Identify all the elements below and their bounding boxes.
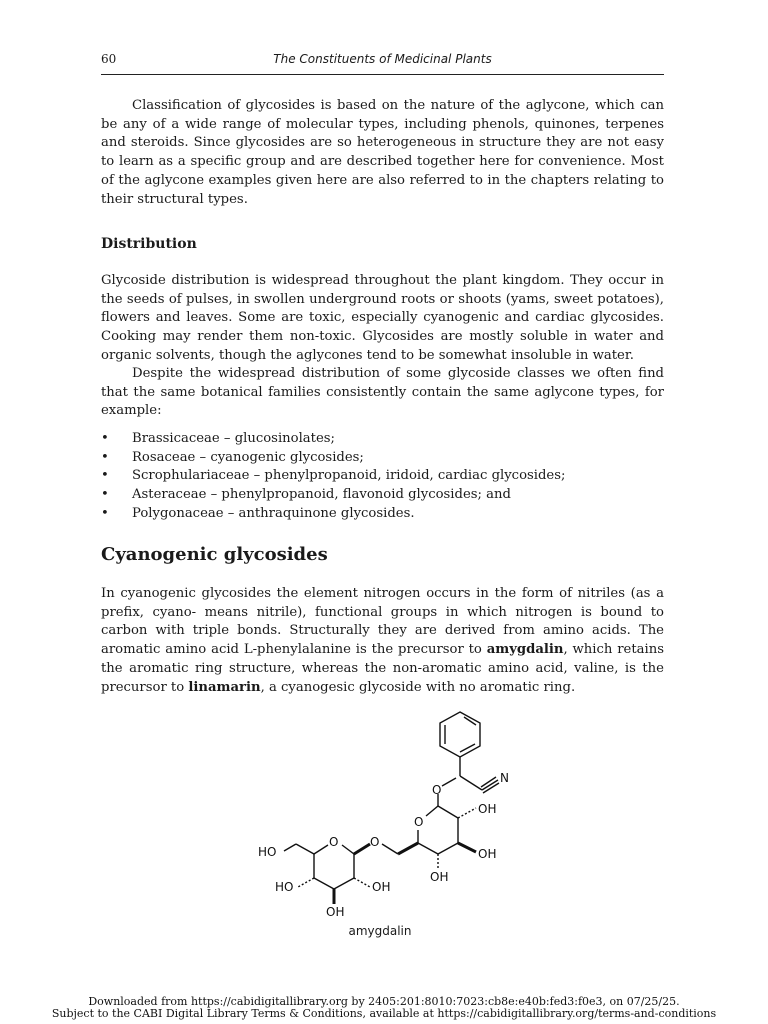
bond-hashed xyxy=(354,878,370,887)
bullet-icon: • xyxy=(101,449,109,465)
bond xyxy=(296,844,314,854)
cyanogenic-text-1: In cyanogenic glycosides the element nitrogen occurs in the form of nitriles (as a prefix, cyano- means nitrile), functional groups in which nitrogen is bound to carbon with triple bonds. Structurally they are derived from amino acids. The aromatic amino acid L-phenylalanine is the precursor to xyxy=(101,586,664,658)
ring-bond xyxy=(426,806,438,816)
atom-label-o: O xyxy=(432,783,442,797)
ring-bond xyxy=(342,845,354,854)
atom-label-oh: OH xyxy=(372,880,391,894)
bond xyxy=(442,778,456,786)
bond xyxy=(284,844,296,851)
atom-label-o: O xyxy=(329,835,339,849)
term-amygdalin: amygdalin xyxy=(486,642,564,658)
ring-bond xyxy=(418,843,438,854)
distribution-paragraph-2: Despite the widespread distribution of some glycoside classes we often find that the same botanical families consistently contain the same aglycone types, for example: xyxy=(101,366,664,419)
page-footer xyxy=(0,996,768,1020)
atom-label-oh: OH xyxy=(478,802,497,816)
bond xyxy=(460,776,482,790)
bond-hashed xyxy=(298,878,314,887)
list-item-text: Rosaceae – cyanogenic glycosides; xyxy=(132,449,364,465)
bond xyxy=(382,844,398,854)
cyanogenic-text-2: , which retains the aromatic ring structure, whereas the non-aromatic amino acid, valine, is the precursor to xyxy=(101,642,664,695)
structure-bonds xyxy=(284,712,499,904)
list-item xyxy=(101,505,664,524)
intro-paragraph: Classification of glycosides is based on the nature of the aglycone, which can be any of a wide range of molecular types, including phenols, quinones, terpenes and steroids. Since glycosides are so heterogeneous in structure they are not easy to learn as a specific group and are described together here for convenience. Most of the aglycone examples given here are also referred to in the chapters relating to their structural types. xyxy=(101,98,664,207)
list-item-text: Brassicaceae – glucosinolates; xyxy=(132,431,335,446)
section-heading-cyanogenic: Cyanogenic glycosides xyxy=(101,544,328,565)
ring-bond xyxy=(438,806,458,818)
ring-bond xyxy=(314,845,328,854)
figure-caption: amygdalin xyxy=(348,924,412,938)
section-heading-distribution: Distribution xyxy=(101,236,197,252)
atom-label-o: O xyxy=(370,835,380,849)
footer-terms-line: Subject to the CABI Digital Library Terms & Conditions, available at https://cabidigitallibrary.org/terms-and-conditions xyxy=(51,1007,717,1020)
atom-label-oh: OH xyxy=(326,905,345,919)
family-list xyxy=(101,430,664,524)
bullet-icon: • xyxy=(101,487,109,503)
bullet-icon: • xyxy=(101,505,109,521)
bullet-icon: • xyxy=(101,468,109,484)
ring-bond xyxy=(438,843,458,854)
page-header xyxy=(101,52,664,75)
bond-hashed xyxy=(458,808,476,818)
benzene-ring xyxy=(440,712,480,757)
cyanogenic-paragraph xyxy=(101,585,664,697)
page-number: 60 xyxy=(101,52,117,66)
ring-bond xyxy=(314,878,334,889)
amygdalin-structure xyxy=(250,708,530,938)
atom-label-o: O xyxy=(414,815,424,829)
running-title: The Constituents of Medicinal Plants xyxy=(273,52,492,66)
bullet-icon: • xyxy=(101,431,109,446)
list-item-text: Polygonaceae – anthraquinone glycosides. xyxy=(132,505,415,521)
cyanogenic-text-3: , a cyanogesic glycoside with no aromatic ring. xyxy=(260,679,576,695)
bond-wedge xyxy=(354,844,370,854)
bond-wedge xyxy=(458,843,476,852)
list-item xyxy=(101,430,664,449)
aromatic-bond xyxy=(460,744,475,752)
list-item xyxy=(101,467,664,486)
atom-label-oh: OH xyxy=(478,847,497,861)
atom-label-oh: OH xyxy=(430,870,449,884)
list-item-text: Asteraceae – phenylpropanoid, flavonoid glycosides; and xyxy=(132,487,511,503)
list-item xyxy=(101,486,664,505)
list-item xyxy=(101,449,664,468)
atom-label-ho: HO xyxy=(275,880,294,894)
term-linamarin: linamarin xyxy=(188,679,261,695)
ring-bond xyxy=(334,878,354,889)
list-item-text: Scrophulariaceae – phenylpropanoid, iridoid, cardiac glycosides; xyxy=(132,468,566,484)
bond-wedge xyxy=(398,843,418,854)
footer-download-line: Downloaded from https://cabidigitallibrary.org by 2405:201:8010:7023:cb8e:e40b:fed3:f0e3, on 07/25/25. xyxy=(88,995,680,1008)
atom-label-ho: HO xyxy=(258,845,277,859)
distribution-paragraph-1: Glycoside distribution is widespread throughout the plant kingdom. They occur in the seeds of pulses, in swollen underground roots or shoots (yams, sweet potatoes), flowers and leaves. Some are toxic, especially cyanogenic and cardiac glycosides. Cooking may render them non-toxic. Glycosides are mostly soluble in water and organic solvents, though the aglycones tend to be somewhat insoluble in water. xyxy=(101,273,664,363)
atom-label-n: N xyxy=(500,771,509,785)
